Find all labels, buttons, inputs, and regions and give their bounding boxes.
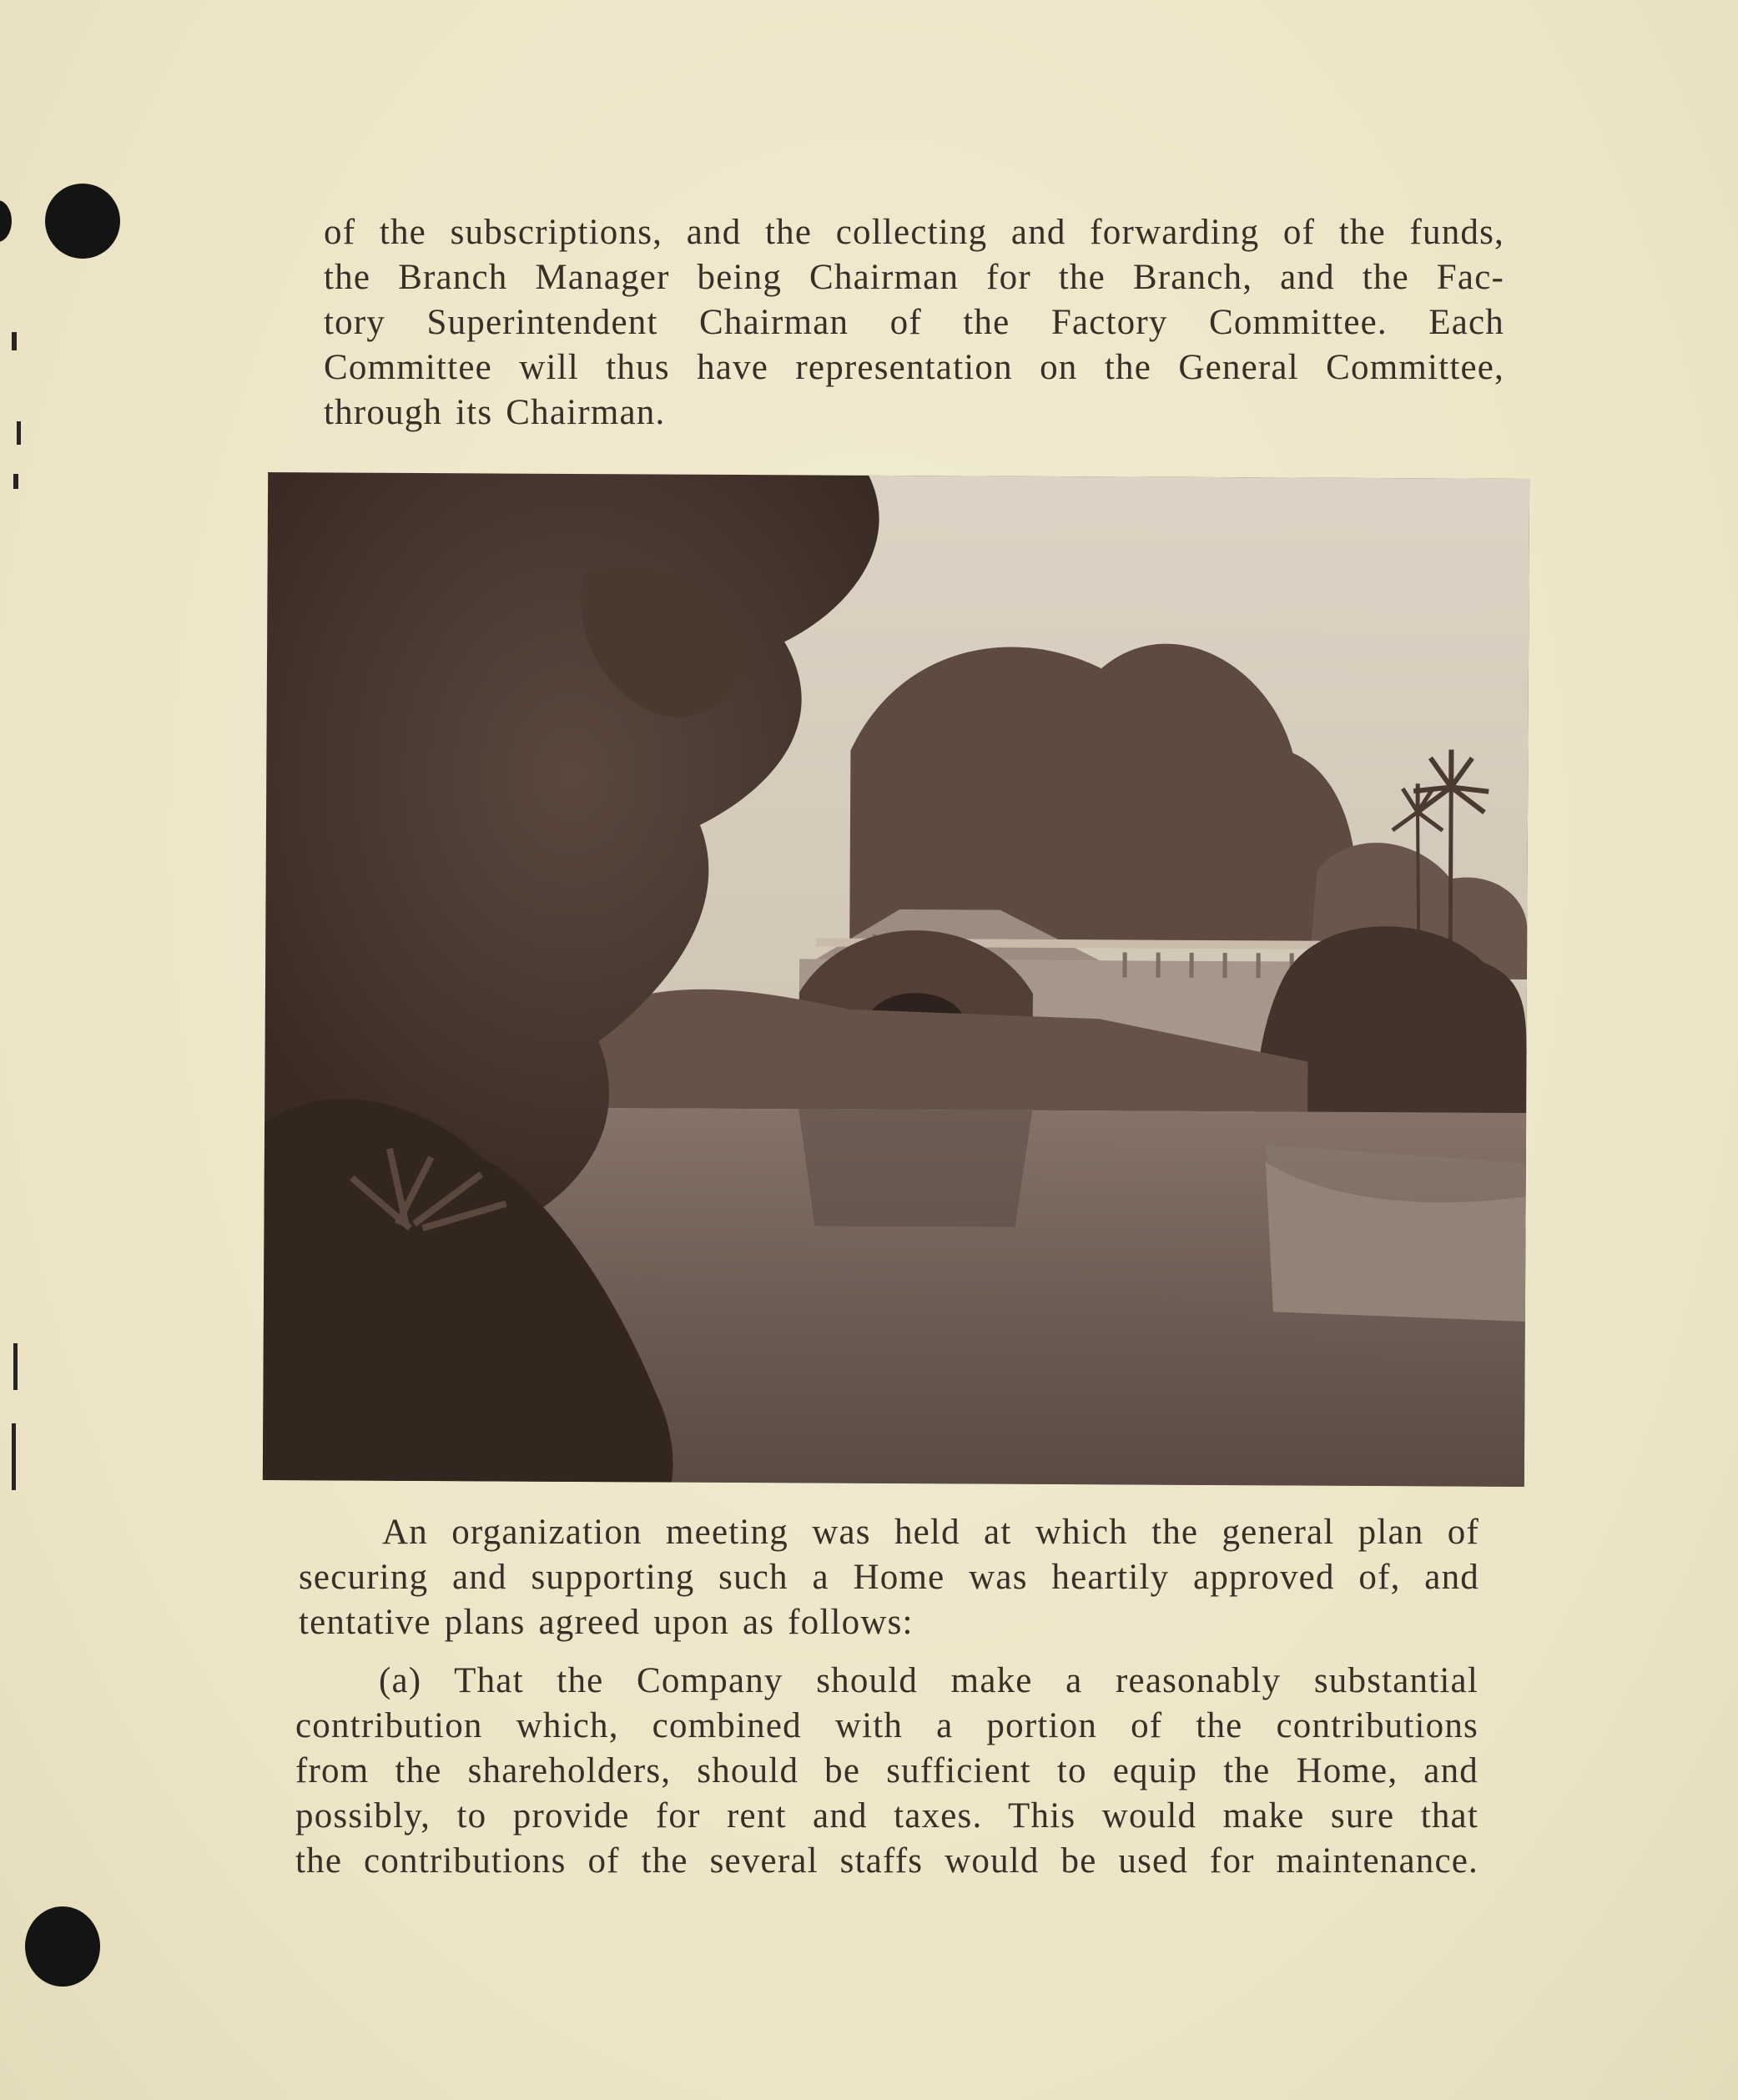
text-line: from the shareholders, should be sufficient to equip the Home, and [295, 1751, 1479, 1790]
edge-mark [13, 1343, 18, 1390]
paragraph-3 [295, 1659, 1479, 1884]
punch-hole-edge [0, 200, 12, 242]
text-line: securing and supporting such a Home was heartily approved of, and [299, 1558, 1479, 1597]
text-line: An organization meeting was held at which the general plan of [382, 1513, 1479, 1552]
text-line: possibly, to provide for rent and taxes. This would make sure that [295, 1796, 1479, 1836]
paragraph-1 [324, 210, 1504, 436]
edge-mark [12, 332, 17, 350]
punch-hole-bottom [25, 1906, 100, 1987]
text-line: tory Superintendent Chairman of the Factory Committee. Each [324, 303, 1504, 342]
text-line: tentative plans agreed upon as follows: [299, 1603, 914, 1642]
text-line: through its Chairman. [324, 393, 666, 432]
edge-mark [13, 474, 18, 489]
photo-illustration [263, 472, 1529, 1487]
paragraph-2 [299, 1510, 1479, 1645]
text-line: Committee will thus have representation on the General Committee, [324, 348, 1504, 387]
text-line: (a) That the Company should make a reasonably substantial [379, 1661, 1479, 1700]
edge-mark [17, 421, 21, 445]
text-line: the contributions of the several staffs would be used for maintenance. [295, 1841, 1479, 1881]
edge-mark [12, 1423, 16, 1490]
text-line: contribution which, combined with a portion of the contributions [295, 1706, 1479, 1745]
garden-pond-photo [263, 472, 1529, 1487]
punch-hole-top [45, 184, 120, 259]
text-line: the Branch Manager being Chairman for the Branch, and the Fac- [324, 258, 1504, 297]
text-line: of the subscriptions, and the collecting and forwarding of the funds, [324, 213, 1504, 252]
